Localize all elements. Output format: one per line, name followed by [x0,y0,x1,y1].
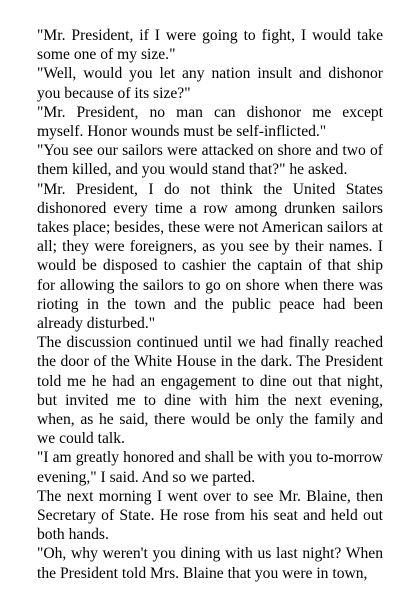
paragraph-parted: "I am greatly honored and shall be with you to-morrow evening," I said. And so we parted. [37,449,383,486]
book-page-text [37,26,383,583]
paragraph-honor-wounds: "Mr. President, no man can dishonor me except myself. Honor wounds must be self-inflicted." [37,103,383,141]
paragraph-sailors-attacked: "You see our sailors were attacked on shore and two of them killed, and you would stand that?" he asked. [37,142,383,179]
paragraph-mr-blaine: The next morning I went over to see Mr. Blaine, then Secretary of State. He rose from his seat and held out both hands. [37,487,383,544]
paragraph-white-house: The discussion continued until we had finally reached the door of the White House in the dark. The President told me he had an engagement to dine out that night, but invited me to dine with him the next evening, when, as he said, there would be only the family and we could talk. [37,334,383,448]
paragraph-nation-insult: "Well, would you let any nation insult and dishonor you because of its size?" [37,65,383,102]
paragraph-fight-size: "Mr. President, if I were going to fight, I would take some one of my size." [37,27,383,64]
paragraph-dining-question: "Oh, why weren't you dining with us last night? When the President told Mrs. Blaine that you were in town, [37,545,383,582]
paragraph-drunken-sailors: "Mr. President, I do not think the United States dishonored every time a row among drunken sailors takes place; besides, these were not American sailors at all; they were foreigners, as you see by their names. I would be disposed to cashier the captain of that ship for allowing the sailors to go on shore when there was rioting in the town and the public peace had been already disturbed." [37,180,383,333]
